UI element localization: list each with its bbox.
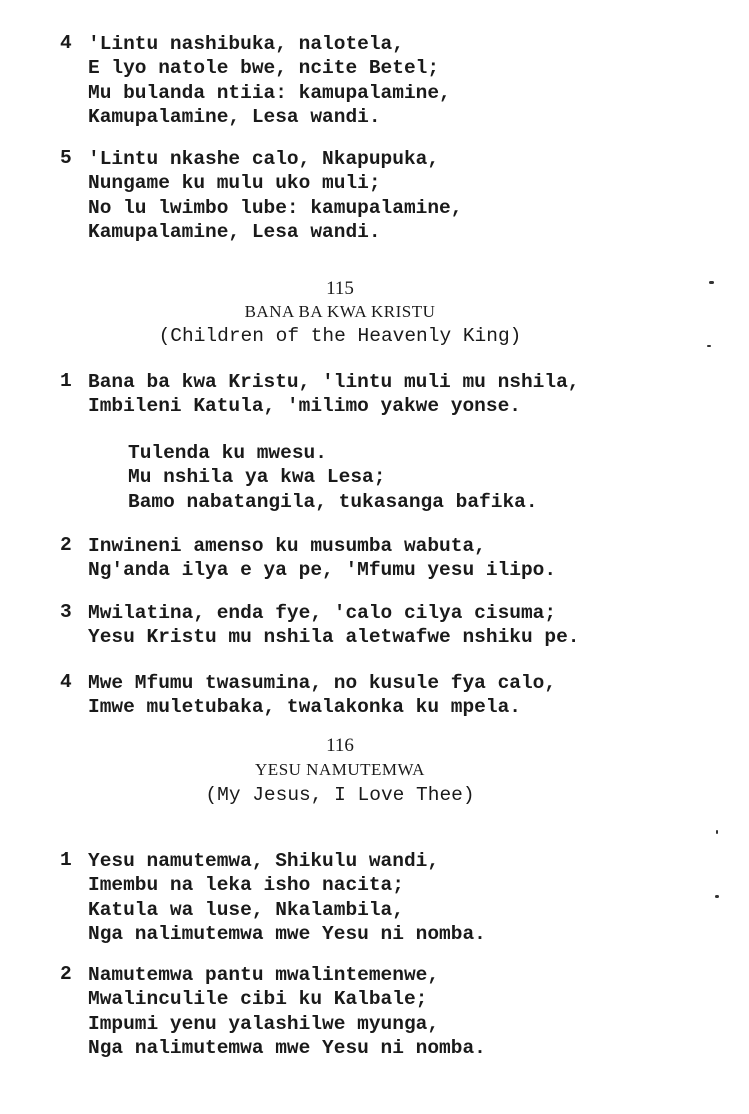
verse-line: Namutemwa pantu mwalintemenwe,: [88, 964, 440, 986]
refrain-line: Mu nshila ya kwa Lesa;: [128, 466, 386, 489]
verse-line: Mwe Mfumu twasumina, no kusule fya calo,: [88, 672, 557, 694]
hymn-115-subtitle: (Children of the Heavenly King): [158, 325, 522, 347]
hymn-115-verse-1: [60, 370, 740, 419]
verse-line: Nga nalimutemwa mwe Yesu ni nomba.: [88, 1037, 486, 1060]
scan-speck: [707, 345, 711, 347]
verse-line: Inwineni amenso ku musumba wabuta,: [88, 535, 486, 557]
prev-verse-5: [60, 147, 740, 245]
verse-number: 1: [60, 849, 72, 871]
verse-number: 2: [60, 963, 72, 985]
verse-line: 'Lintu nashibuka, nalotela,: [88, 33, 404, 55]
verse-line: Mwilatina, enda fye, 'calo cilya cisuma;: [88, 602, 557, 624]
verse-line: Mwalinculile cibi ku Kalbale;: [88, 988, 428, 1011]
verse-line: Imbileni Katula, 'milimo yakwe yonse.: [88, 395, 521, 418]
hymn-115-verse-3: [60, 601, 740, 650]
verse-number: 1: [60, 370, 72, 392]
verse-line: Kamupalamine, Lesa wandi.: [88, 106, 381, 129]
verse-line: No lu lwimbo lube: kamupalamine,: [88, 196, 463, 219]
hymn-116-title: YESU NAMUTEMWA: [255, 760, 425, 779]
verse-line: Impumi yenu yalashilwe myunga,: [88, 1012, 440, 1035]
verse-number: 3: [60, 601, 72, 623]
hymn-115-refrain: [128, 441, 728, 514]
verse-line: Mu bulanda ntiia: kamupalamine,: [88, 81, 451, 104]
scan-speck: [715, 895, 719, 898]
hymn-115-title: BANA BA KWA KRISTU: [244, 302, 436, 321]
verse-line: Yesu namutemwa, Shikulu wandi,: [88, 850, 440, 872]
hymn-116-number: 116: [326, 735, 354, 756]
verse-line: Katula wa luse, Nkalambila,: [88, 898, 404, 921]
verse-line: Nungame ku mulu uko muli;: [88, 172, 381, 195]
hymn-115-verse-2: [60, 534, 740, 583]
hymn-115-verse-4: [60, 671, 740, 720]
prev-verse-4: [60, 32, 740, 130]
verse-number: 2: [60, 534, 72, 556]
hymn-116-verse-1: [60, 849, 740, 947]
verse-line: Yesu Kristu mu nshila aletwafwe nshiku pe.: [88, 626, 580, 649]
verse-line: Ng'anda ilya e ya pe, 'Mfumu yesu ilipo.: [88, 559, 557, 582]
hymn-116-subtitle: (My Jesus, I Love Thee): [205, 784, 475, 806]
scan-speck: [716, 830, 718, 834]
verse-number: 4: [60, 671, 72, 693]
verse-number: 4: [60, 32, 72, 54]
verse-line: Imwe muletubaka, twalakonka ku mpela.: [88, 696, 521, 719]
scan-speck: [709, 281, 714, 284]
hymn-115-number: 115: [326, 278, 354, 299]
refrain-line: Bamo nabatangila, tukasanga bafika.: [128, 490, 538, 513]
verse-line: Imembu na leka isho nacita;: [88, 874, 404, 897]
verse-line: Bana ba kwa Kristu, 'lintu muli mu nshila,: [88, 371, 580, 393]
verse-line: Nga nalimutemwa mwe Yesu ni nomba.: [88, 923, 486, 946]
verse-number: 5: [60, 147, 72, 169]
verse-line: Kamupalamine, Lesa wandi.: [88, 221, 381, 244]
refrain-line: Tulenda ku mwesu.: [128, 442, 327, 464]
verse-line: 'Lintu nkashe calo, Nkapupuka,: [88, 148, 440, 170]
verse-line: E lyo natole bwe, ncite Betel;: [88, 57, 440, 80]
hymn-116-verse-2: [60, 963, 740, 1061]
